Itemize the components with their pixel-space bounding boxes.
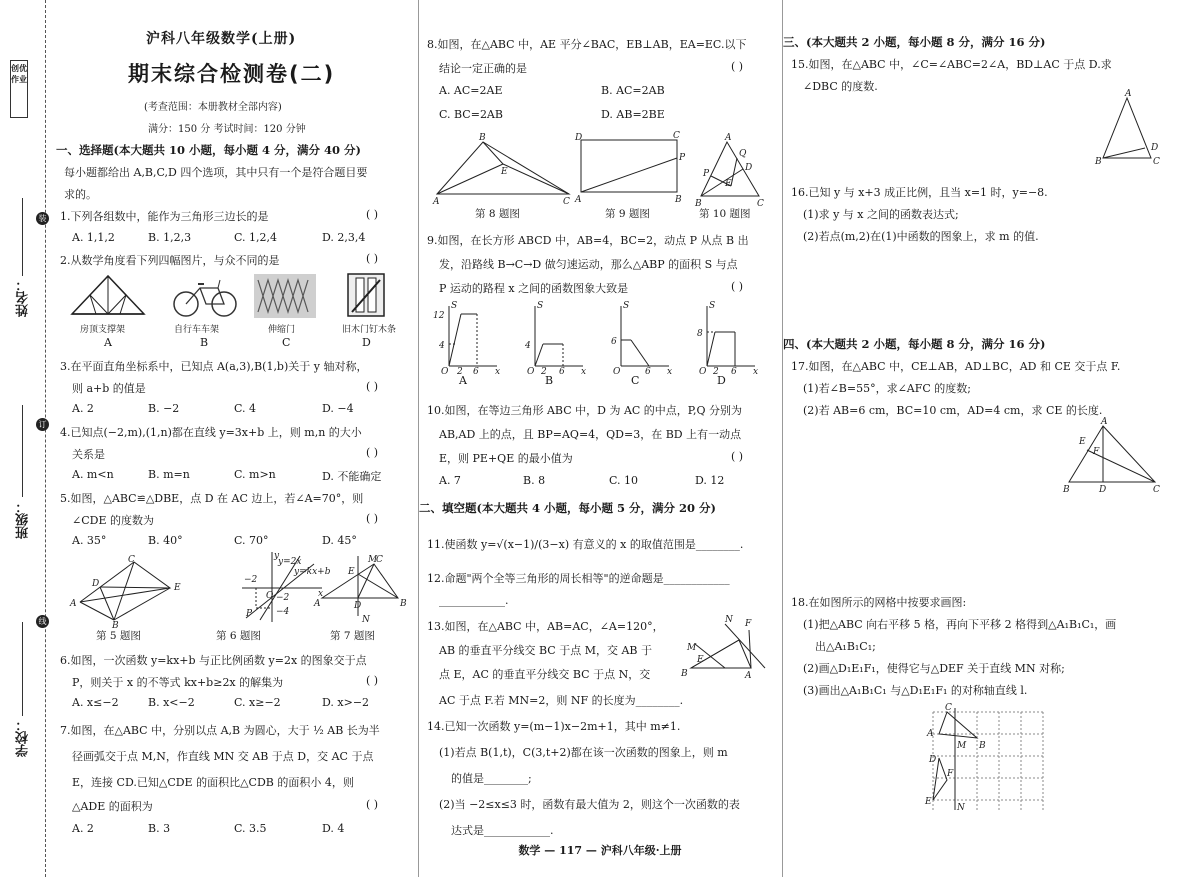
svg-text:N: N	[362, 615, 370, 625]
svg-text:S: S	[623, 301, 630, 311]
svg-text:Q: Q	[739, 149, 747, 159]
image-caption: 自行车车架	[174, 325, 220, 335]
option: A. 35°	[72, 534, 107, 547]
subtitle: 沪科八年级数学(上册)	[146, 31, 297, 47]
svg-text:E: E	[174, 583, 181, 593]
class-label: 班级：	[16, 500, 31, 539]
option: B. 40°	[148, 534, 183, 547]
column-2	[418, 0, 774, 877]
name-line	[22, 198, 23, 276]
answer-bracket: ( )	[366, 512, 379, 525]
question-stem: AC 于点 F.若 MN=2，则 NF 的长度为________.	[439, 694, 684, 707]
image-caption: 旧木门钉木条	[342, 325, 397, 335]
svg-text:M: M	[957, 741, 967, 751]
question-stem: 点 E，AC 的垂直平分线交 BC 于点 N，交	[439, 668, 651, 681]
svg-text:B: B	[1063, 485, 1070, 495]
svg-text:A: A	[314, 599, 321, 609]
svg-text:B: B	[681, 669, 688, 679]
option: D. 45°	[322, 534, 357, 547]
option: B. x<−2	[148, 696, 195, 709]
sub-question: (2)若点(m,2)在(1)中函数的图象上，求 m 的值.	[803, 230, 1039, 243]
svg-text:6: 6	[473, 367, 479, 377]
section-heading: 四、(本大题共 2 小题，每小题 8 分，满分 16 分)	[783, 337, 1046, 351]
option: D. AB=2BE	[601, 108, 665, 121]
svg-text:A: A	[1101, 417, 1108, 427]
option: B. AC=2AB	[601, 84, 665, 97]
svg-text:A: A	[575, 195, 582, 205]
image-letter: D	[362, 336, 371, 349]
svg-text:C: C	[1153, 157, 1160, 167]
image-letter: C	[282, 336, 291, 349]
sub-question: (1)若∠B=55°，求∠AFC 的度数;	[803, 382, 972, 395]
question-stem: 2.从数学角度看下列四幅图片，与众不同的是	[60, 254, 280, 267]
question-stem: ∠DBC 的度数.	[803, 80, 878, 93]
svg-text:C: C	[128, 555, 135, 565]
sub-question: (1)若点 B(1,t)，C(3,t+2)都在该一次函数的图象上，则 m	[439, 746, 728, 759]
figure-caption: 第 5 题图	[96, 630, 141, 642]
question-stem: 8.如图，在△ABC 中，AE 平分∠BAC，EB⊥AB，EA=EC.以下	[427, 38, 747, 51]
graph-letter: C	[631, 374, 640, 387]
option: C. BC=2AB	[439, 108, 503, 121]
svg-text:O: O	[527, 367, 535, 377]
bicycle-image	[172, 274, 238, 318]
image-caption: 房顶支撑架	[80, 325, 126, 335]
svg-text:A: A	[1125, 89, 1132, 99]
column-3	[782, 0, 1192, 877]
svg-text:x: x	[495, 367, 501, 377]
svg-text:E: E	[697, 655, 704, 665]
svg-text:8: 8	[697, 329, 703, 339]
question-stem: 发，沿路线 B→C→D 做匀速运动，那么△ABP 的面积 S 与点	[439, 258, 738, 271]
svg-text:4: 4	[525, 341, 531, 351]
image-letter: B	[200, 336, 209, 349]
svg-text:D: D	[1151, 143, 1159, 153]
figure-caption: 第 7 题图	[330, 630, 375, 642]
option: D. 2,3,4	[322, 231, 366, 244]
question-stem: 5.如图，△ABC≌△DBE，点 D 在 AC 边上，若∠A=70°，则	[60, 492, 364, 505]
option: A. x≤−2	[72, 696, 119, 709]
svg-text:C: C	[1153, 485, 1160, 495]
figure-18-grid	[925, 703, 1049, 816]
svg-text:x: x	[753, 367, 759, 377]
option: B. 1,2,3	[148, 231, 192, 244]
svg-text:D: D	[354, 601, 362, 611]
answer-bracket: ( )	[366, 208, 379, 221]
svg-text:y=2x: y=2x	[278, 557, 302, 567]
question-stem: 11.使函数 y=√(x−1)/(3−x) 有意义的 x 的取值范围是________.	[427, 538, 744, 551]
figure-5	[70, 555, 186, 631]
option: D. 不能确定	[322, 470, 382, 483]
graph-option-c	[609, 301, 673, 377]
question-stem: 径画弧交于点 M,N，作直线 MN 交 AB 于点 D，交 AC 于点	[72, 750, 374, 763]
question-stem: P 运动的路程 x 之间的函数图象大致是	[439, 282, 629, 295]
svg-text:S: S	[451, 301, 458, 311]
old-door-image	[346, 272, 386, 318]
svg-text:x: x	[318, 589, 324, 599]
question-stem: E，连接 CD.已知△CDE 的面积比△CDB 的面积小 4，则	[72, 776, 354, 789]
binding-hole-icon: 线	[36, 615, 49, 628]
svg-text:A: A	[70, 599, 77, 609]
svg-text:P: P	[703, 169, 710, 179]
option: D. 4	[322, 822, 345, 835]
figure-10	[695, 133, 767, 209]
svg-text:S: S	[709, 301, 716, 311]
svg-text:y: y	[274, 551, 280, 561]
answer-bracket: ( )	[731, 280, 744, 293]
svg-text:B: B	[695, 199, 702, 209]
binding-margin	[0, 0, 46, 877]
sub-question: (3)画出△A₁B₁C₁ 与△D₁E₁F₁ 的对称轴直线 l.	[803, 684, 1028, 697]
svg-text:D: D	[575, 133, 583, 143]
svg-text:B: B	[675, 195, 682, 205]
option: A. 2	[72, 822, 94, 835]
svg-text:A: A	[725, 133, 732, 143]
svg-text:O: O	[699, 367, 707, 377]
figure-caption: 第 10 题图	[699, 208, 751, 220]
brand-logo: 创优作业	[10, 60, 28, 118]
svg-text:E: E	[725, 179, 732, 189]
svg-text:D: D	[929, 755, 937, 765]
question-stem: 16.已知 y 与 x+3 成正比例，且当 x=1 时，y=−8.	[791, 186, 1048, 199]
question-stem: AB 的垂直平分线交 BC 于点 M，交 AB 于	[439, 644, 653, 657]
section-heading: 一、选择题(本大题共 10 小题，每小题 4 分，满分 40 分)	[56, 143, 361, 157]
sub-question: 达式是____________.	[451, 824, 554, 837]
svg-text:6: 6	[559, 367, 565, 377]
svg-text:O: O	[613, 367, 621, 377]
svg-text:y=kx+b: y=kx+b	[294, 567, 331, 577]
section-heading: 三、(本大题共 2 小题，每小题 8 分，满分 16 分)	[783, 35, 1046, 49]
option: B. −2	[148, 402, 180, 415]
scope-note: (考查范围：本册教材全部内容)	[144, 102, 282, 113]
option: D. x>−2	[322, 696, 370, 709]
question-stem: 3.在平面直角坐标系中，已知点 A(a,3),B(1,b)关于 y 轴对称，	[60, 360, 368, 373]
graph-letter: A	[459, 374, 467, 387]
folding-gate-image	[254, 274, 316, 318]
question-stem: 则 a+b 的值是	[72, 382, 146, 395]
svg-text:C: C	[673, 131, 680, 141]
svg-text:F: F	[745, 619, 752, 629]
option: D. 12	[695, 474, 725, 487]
svg-text:D: D	[92, 579, 100, 589]
figure-caption: 第 8 题图	[475, 208, 520, 220]
section-intro: 求的。	[64, 188, 97, 201]
school-line	[22, 622, 23, 716]
answer-bracket: ( )	[366, 674, 379, 687]
option: A. m<n	[72, 468, 114, 481]
svg-text:C: C	[945, 703, 952, 713]
svg-text:D: D	[745, 163, 753, 173]
svg-text:A: A	[927, 729, 934, 739]
question-stem: 6.如图，一次函数 y=kx+b 与正比例函数 y=2x 的图象交于点	[60, 654, 367, 667]
option: A. 7	[439, 474, 461, 487]
option: B. 3	[148, 822, 171, 835]
sub-question: (1)求 y 与 x 之间的函数表达式;	[803, 208, 959, 221]
answer-bracket: ( )	[366, 798, 379, 811]
graph-letter: D	[717, 374, 726, 387]
option: D. −4	[322, 402, 354, 415]
svg-text:−2: −2	[244, 575, 258, 585]
figure-17	[1063, 417, 1163, 496]
section-intro: 每小题都给出 A,B,C,D 四个选项，其中只有一个是符合题目要	[64, 166, 368, 179]
class-line	[22, 405, 23, 497]
figure-6	[242, 551, 331, 624]
svg-text:M: M	[687, 643, 697, 653]
question-stem: E，则 PE+QE 的最小值为	[439, 452, 573, 465]
svg-text:B: B	[479, 133, 486, 143]
option: C. 70°	[234, 534, 269, 547]
name-label: 姓名：	[16, 278, 31, 317]
svg-text:−2: −2	[276, 593, 290, 603]
question-stem: 7.如图，在△ABC 中，分别以点 A,B 为圆心，大于 ½ AB 长为半	[60, 724, 380, 737]
svg-text:2: 2	[457, 367, 463, 377]
answer-bracket: ( )	[366, 380, 379, 393]
question-stem: 17.如图，在△ABC 中，CE⊥AB，AD⊥BC，AD 和 CE 交于点 F.	[791, 360, 1121, 373]
svg-text:A: A	[433, 197, 440, 207]
svg-text:2: 2	[713, 367, 719, 377]
binding-hole-icon: 订	[36, 418, 49, 431]
svg-text:x: x	[581, 367, 587, 377]
answer-bracket: ( )	[731, 60, 744, 73]
question-stem: 结论一定正确的是	[439, 62, 527, 75]
question-stem: 10.如图，在等边三角形 ABC 中，D 为 AC 的中点，P,Q 分别为	[427, 404, 742, 417]
svg-text:C: C	[376, 555, 383, 565]
option: C. 3.5	[234, 822, 267, 835]
svg-text:6: 6	[645, 367, 651, 377]
question-stem: P，则关于 x 的不等式 kx+b≥2x 的解集为	[72, 676, 284, 689]
option: C. 1,2,4	[234, 231, 278, 244]
question-stem: ∠CDE 的度数为	[72, 514, 154, 527]
graph-option-a	[433, 301, 501, 377]
svg-text:F: F	[947, 769, 954, 779]
question-stem: 12.命题"两个全等三角形的周长相等"的逆命题是____________	[427, 572, 730, 585]
question-stem: 关系是	[72, 448, 105, 461]
sub-question: (2)画△D₁E₁F₁，使得它与△DEF 关于直线 MN 对称;	[803, 662, 1065, 675]
figure-7	[314, 555, 414, 625]
sub-question: 出△A₁B₁C₁;	[815, 640, 876, 653]
svg-text:6: 6	[731, 367, 737, 377]
option: B. m=n	[148, 468, 190, 481]
svg-text:−4: −4	[276, 607, 290, 617]
svg-text:P: P	[679, 153, 686, 163]
svg-text:B: B	[1095, 157, 1102, 167]
figure-13	[681, 615, 769, 681]
svg-text:O: O	[441, 367, 449, 377]
svg-text:P: P	[246, 609, 253, 619]
image-letter: A	[104, 336, 112, 349]
section-heading: 二、填空题(本大题共 4 小题，每小题 5 分，满分 20 分)	[419, 501, 716, 515]
answer-bracket: ( )	[731, 450, 744, 463]
svg-text:O: O	[266, 591, 274, 601]
svg-text:B: B	[979, 741, 986, 751]
sub-question: (2)当 −2≤x≤3 时，函数有最大值为 2，则这个一次函数的表	[439, 798, 740, 811]
svg-text:C: C	[757, 199, 764, 209]
sub-question: (2)若 AB=6 cm，BC=10 cm，AD=4 cm，求 CE 的长度.	[803, 404, 1103, 417]
question-stem: 9.如图，在长方形 ABCD 中，AB=4，BC=2，动点 P 从点 B 出	[427, 234, 749, 247]
question-stem: 18.在如图所示的网格中按要求画图:	[791, 596, 967, 609]
answer-bracket: ( )	[366, 446, 379, 459]
svg-text:6: 6	[611, 337, 617, 347]
page-footer: 数学 — 117 — 沪科八年级·上册	[518, 844, 682, 857]
option: C. 10	[609, 474, 639, 487]
option: A. 1,1,2	[72, 231, 115, 244]
figure-8	[433, 133, 573, 207]
question-stem: 14.已知一次函数 y=(m−1)x−2m+1，其中 m≠1.	[427, 720, 681, 733]
image-caption: 伸缩门	[268, 325, 296, 335]
question-stem: △ADE 的面积为	[72, 800, 153, 813]
school-label: 学校：	[16, 718, 31, 757]
svg-text:4: 4	[439, 341, 445, 351]
column-1	[56, 0, 408, 877]
graph-option-d	[695, 301, 759, 377]
svg-text:E: E	[925, 797, 932, 807]
figure-9	[575, 131, 689, 205]
question-stem: 4.已知点(−2,m),(1,n)都在直线 y=3x+b 上，则 m,n 的大小	[60, 426, 362, 439]
svg-text:D: D	[1099, 485, 1107, 495]
question-stem: 15.如图，在△ABC 中，∠C=∠ABC=2∠A，BD⊥AC 于点 D.求	[791, 58, 1112, 71]
page-title: 期末综合检测卷(二)	[128, 62, 336, 86]
question-stem: AB,AD 上的点，且 BP=AQ=4，QD=3，在 BD 上有一动点	[439, 428, 742, 441]
svg-text:B: B	[112, 621, 119, 631]
sub-question: 的值是________;	[451, 772, 532, 785]
question-stem: 13.如图，在△ABC 中，AB=AC，∠A=120°，	[427, 620, 664, 633]
option: A. AC=2AE	[439, 84, 503, 97]
exam-meta: 满分：150 分 考试时间：120 分钟	[148, 124, 306, 135]
option: A. 2	[72, 402, 94, 415]
svg-text:B: B	[400, 599, 407, 609]
svg-text:x: x	[667, 367, 673, 377]
svg-text:N: N	[957, 803, 965, 813]
svg-text:E: E	[348, 567, 355, 577]
svg-text:F: F	[1093, 447, 1100, 457]
svg-text:A: A	[745, 671, 752, 681]
svg-text:E: E	[501, 167, 508, 177]
svg-text:12: 12	[433, 311, 445, 321]
svg-text:C: C	[563, 197, 570, 207]
option: B. 8	[523, 474, 546, 487]
question-stem: 1.下列各组数中，能作为三角形三边长的是	[60, 210, 269, 223]
option: C. x≥−2	[234, 696, 281, 709]
svg-text:N: N	[725, 615, 733, 625]
graph-option-b	[523, 301, 587, 377]
binding-hole-icon: 装	[36, 212, 49, 225]
question-stem: ____________.	[439, 594, 509, 607]
option: C. m>n	[234, 468, 276, 481]
figure-caption: 第 6 题图	[216, 630, 261, 642]
svg-text:E: E	[1079, 437, 1086, 447]
figure-caption: 第 9 题图	[605, 208, 650, 220]
roof-truss-image	[68, 272, 148, 318]
svg-text:S: S	[537, 301, 544, 311]
answer-bracket: ( )	[366, 252, 379, 265]
figure-15	[1093, 89, 1163, 172]
svg-text:2: 2	[541, 367, 547, 377]
sub-question: (1)把△ABC 向右平移 5 格，再向下平移 2 格得到△A₁B₁C₁，画	[803, 618, 1117, 631]
graph-letter: B	[545, 374, 554, 387]
svg-text:M: M	[368, 555, 378, 565]
option: C. 4	[234, 402, 257, 415]
